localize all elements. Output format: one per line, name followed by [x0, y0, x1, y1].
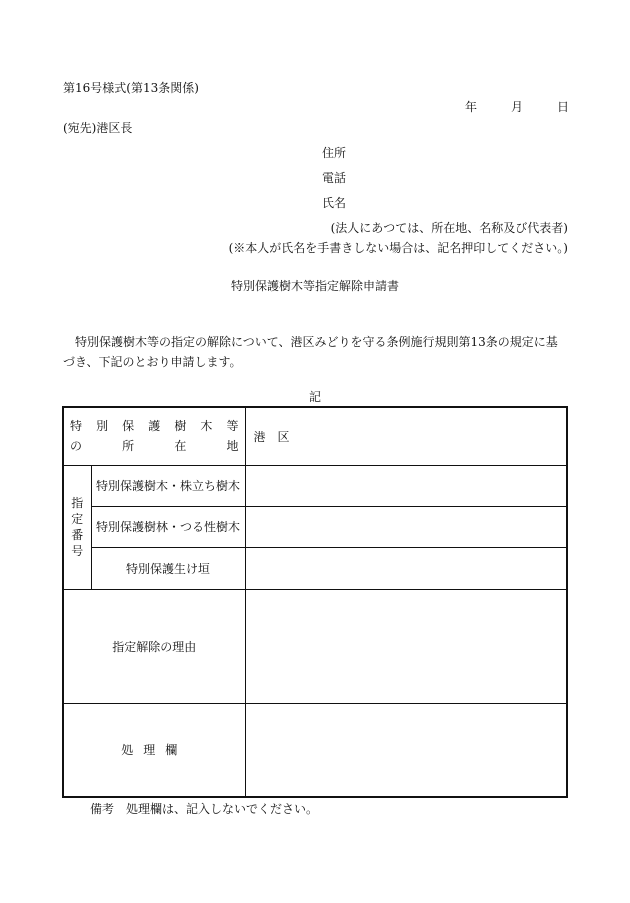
- date-line: [465, 101, 569, 113]
- designation-value-1[interactable]: [245, 465, 567, 506]
- remark: 備考 処理欄は、記入しないでください。: [90, 802, 319, 816]
- date-month: 月: [510, 100, 523, 114]
- application-table: [62, 406, 568, 798]
- designation-row-1: [63, 465, 567, 506]
- designation-value-2[interactable]: [245, 506, 567, 547]
- body-text: 特別保護樹木等の指定の解除について、港区みどりを守る条例施行規則第13条の規定に基づき、下記のとおり申請します。: [63, 335, 558, 369]
- reason-row: [63, 589, 567, 703]
- addressee: (宛先)港区長: [63, 121, 133, 135]
- location-value[interactable]: 港区: [245, 407, 567, 465]
- processing-label: 処理欄: [63, 703, 245, 797]
- corporation-note: (法人にあつては、所在地、名称及び代表者): [330, 221, 568, 235]
- designation-label: 指 定 番 号: [63, 465, 91, 589]
- location-row: [63, 407, 567, 465]
- processing-row: [63, 703, 567, 797]
- location-label-line1: 特 別 保 護 樹 木 等: [70, 419, 239, 434]
- processing-value: [245, 703, 567, 797]
- name-label: 氏名: [322, 196, 347, 210]
- document-title: 特別保護樹木等指定解除申請書: [230, 279, 399, 293]
- address-label: 住所: [322, 146, 347, 160]
- designation-type-3: 特別保護生け垣: [91, 547, 245, 589]
- reason-label: 指定解除の理由: [63, 589, 245, 703]
- designation-row-2: [63, 506, 567, 547]
- designation-row-3: [63, 547, 567, 589]
- date-day: 日: [556, 100, 569, 114]
- ki-heading: 記: [308, 390, 321, 404]
- signature-note: (※本人が氏名を手書きしない場合は、記名押印してください。): [228, 241, 568, 255]
- date-year: 年: [464, 100, 477, 114]
- reason-value[interactable]: [245, 589, 567, 703]
- location-label: [63, 407, 245, 465]
- form-number: 第16号様式(第13条関係): [63, 81, 199, 95]
- designation-type-1: 特別保護樹木・株立ち樹木: [91, 465, 245, 506]
- location-label-line2: の 所 在 地: [70, 439, 239, 454]
- phone-label: 電話: [322, 171, 347, 185]
- designation-type-2: 特別保護樹林・つる性樹木: [91, 506, 245, 547]
- designation-value-3[interactable]: [245, 547, 567, 589]
